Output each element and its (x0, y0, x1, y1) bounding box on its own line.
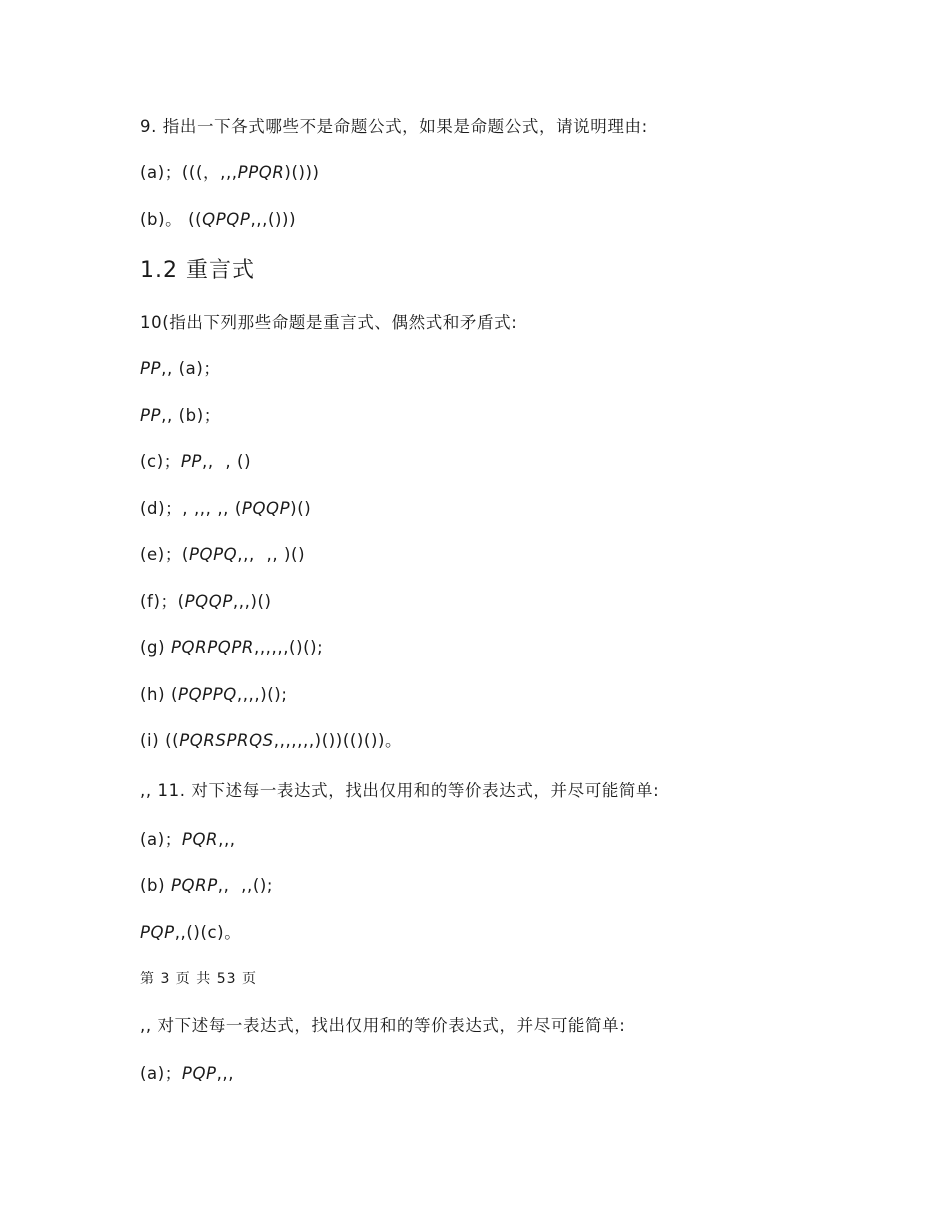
repeat-question-text: ,, 对下述每一表达式，找出仅用和的等价表达式，并尽可能简单: (140, 1016, 626, 1035)
question-10-item (140, 683, 288, 707)
question-10-item (140, 404, 221, 428)
math-expression: PQQP (241, 499, 291, 518)
math-expression: PQP (181, 1064, 217, 1083)
item-suffix: ,, , () (201, 452, 252, 471)
item-prefix: (i) (( (140, 731, 180, 750)
item-prefix: (a)；(((，,,, (140, 163, 238, 182)
item-suffix: ,,,,,,()(); (253, 638, 324, 657)
math-expression: PP (180, 452, 202, 471)
math-expression: PP (140, 406, 162, 425)
item-suffix: ,,,,)(); (236, 685, 288, 704)
item-suffix: ,, (b)； (161, 406, 221, 425)
item-prefix: (f)；( (140, 592, 185, 611)
question-10-item (140, 357, 221, 381)
item-suffix: ,,, ,, )() (237, 545, 306, 564)
question-10-text: 10(指出下列那些命题是重言式、偶然式和矛盾式: (140, 313, 518, 332)
item-prefix: (b)。 (( (140, 210, 203, 229)
page-footer: 第 3 页 共 53 页 (140, 971, 257, 987)
item-suffix: )() (290, 499, 312, 518)
question-10-item (140, 543, 305, 567)
question-9-a (140, 161, 320, 185)
repeat-question-a (140, 1062, 234, 1086)
item-suffix: ,,, (218, 830, 236, 849)
math-expression: QPQP (202, 210, 251, 229)
item-suffix: )())) (284, 163, 320, 182)
question-11-b (140, 874, 273, 898)
math-expression: PQRSPRQS (179, 731, 274, 750)
item-prefix: (b) (140, 876, 171, 895)
math-expression: PQR (181, 830, 219, 849)
question-10-item (140, 729, 402, 753)
item-suffix: ,, (a)； (161, 359, 221, 378)
math-expression: PQRPQPR (171, 638, 254, 657)
item-suffix: ,,,)() (232, 592, 272, 611)
question-9-b (140, 208, 296, 232)
math-expression: PQPPQ (178, 685, 237, 704)
item-prefix: (d)；, ,,, ,, ( (140, 499, 242, 518)
item-prefix: (a)； (140, 830, 182, 849)
item-prefix: (a)； (140, 1064, 182, 1083)
item-suffix: ,,,,,,,)())(()())。 (273, 731, 403, 750)
question-11-c (140, 921, 241, 945)
item-suffix: ,, ,,(); (217, 876, 274, 895)
question-10-item (140, 590, 272, 614)
question-11-text: ,, 11. 对下述每一表达式，找出仅用和的等价表达式，并尽可能简单: (140, 781, 660, 800)
section-heading: 1.2 重言式 (140, 258, 255, 283)
question-10-item (140, 450, 251, 474)
math-expression: PQQP (184, 592, 233, 611)
math-expression: PPQR (237, 163, 285, 182)
item-prefix: (c)； (140, 452, 181, 471)
question-11-a (140, 828, 236, 852)
math-expression: PP (140, 359, 162, 378)
item-prefix: (e)；( (140, 545, 189, 564)
math-expression: PQPQ (188, 545, 238, 564)
item-suffix: ,,,())) (250, 210, 297, 229)
item-prefix: (h) ( (140, 685, 179, 704)
math-expression: PQP (140, 923, 175, 942)
question-9-text: 9. 指出一下各式哪些不是命题公式，如果是命题公式，请说明理由: (140, 117, 648, 136)
math-expression: PQRP (171, 876, 218, 895)
item-suffix: ,,, (216, 1064, 235, 1083)
item-suffix: ,,()(c)。 (174, 923, 242, 942)
question-10-item (140, 497, 311, 521)
item-prefix: (g) (140, 638, 171, 657)
question-10-item (140, 636, 323, 660)
